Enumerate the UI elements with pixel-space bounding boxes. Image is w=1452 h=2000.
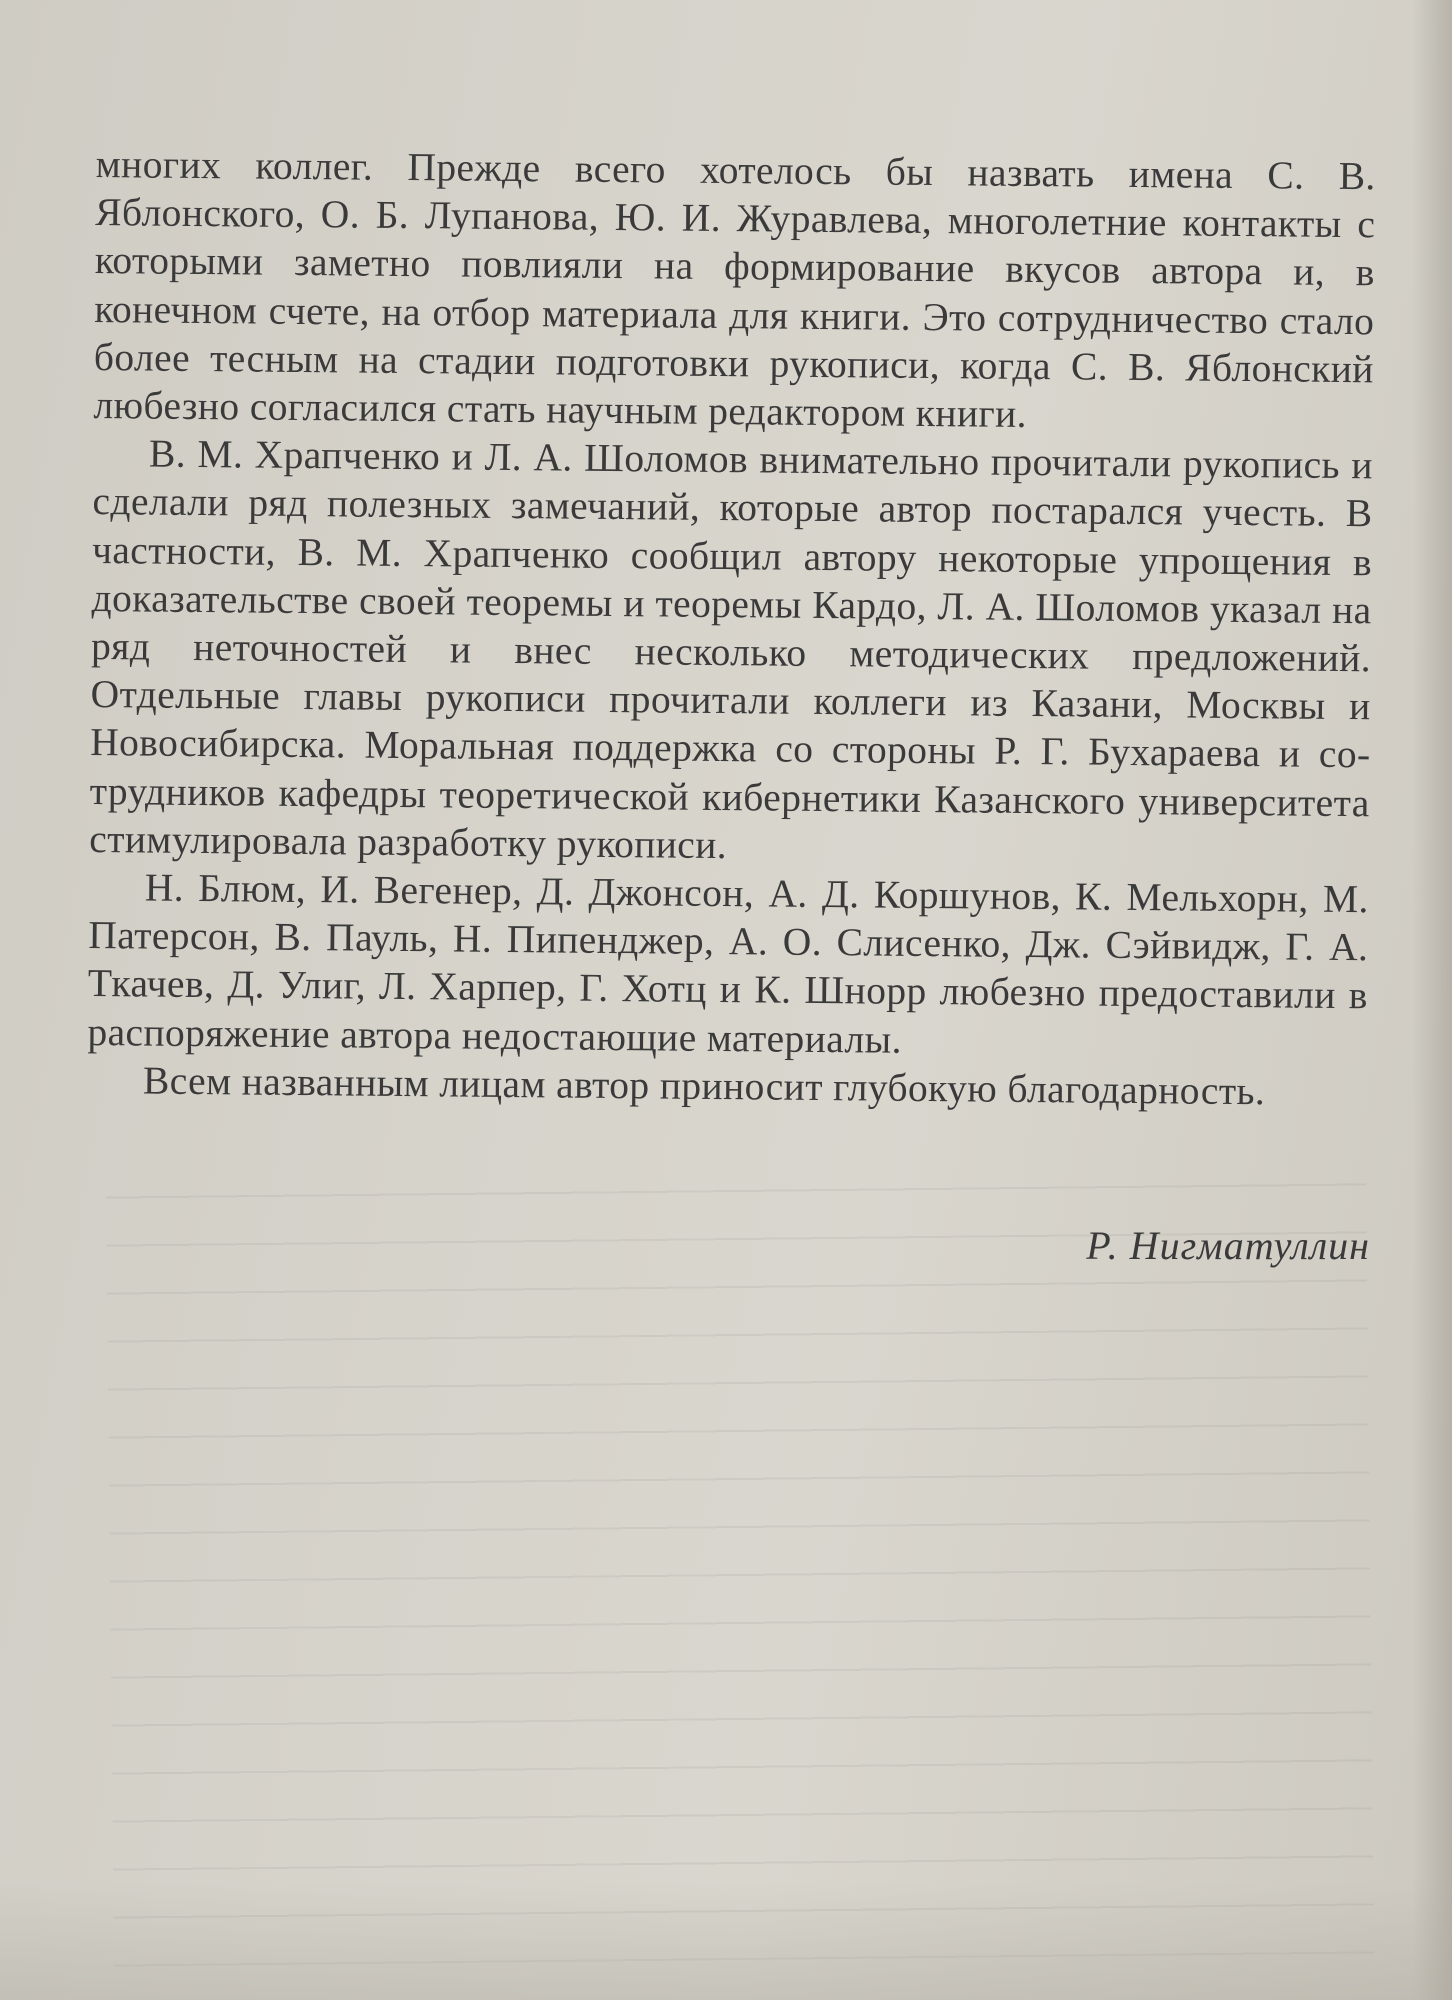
- paragraph-reviewers: В. М. Храпченко и Л. А. Шоломов внимательно прочитали рукопись и сделали ряд полезных замечаний, которые автор постарался учесть. В частности, В. М. Храпченко сообщил автору некоторые упрощения в доказательстве своей теоремы и теоремы Кардо, Л. А. Шоломов указал на ряд неточностей и внес несколько методических предложений. Отдельные главы рукописи прочитали коллеги из Казани, Москвы и Новосибирска. Моральная поддержка со стороны Р. Г. Бухараева и сотрудников кафедры теоретической кибернетики Казанского университета стимулировала разработку рукописи.: [89, 431, 1374, 867]
- body-text: [87, 140, 1376, 1116]
- paragraph-materials: Н. Блюм, И. Вегенер, Д. Джонсон, А. Д. Коршунов, К. Мельхорн, М. Патерсон, В. Пауль, Н. Пипенджер, А. О. Слисенко, Дж. Сэйвидж, Г. А. Ткачев, Д. Улиг, Л. Харпер, Г. Хотц и К. Шнорр любезно предоставили в распоряжение автора недостающие материалы.: [87, 865, 1369, 1062]
- paragraph-gratitude: Всем названным лицам автор приносит глубокую благодарность.: [142, 1058, 1266, 1114]
- show-through-text: [106, 1173, 1374, 1966]
- page-bottom-shadow: [0, 1880, 1452, 2000]
- paragraph-colleagues: многих коллег. Прежде всего хотелось бы назвать имена С. В. Яблонского, О. Б. Лупанова, Ю. И. Журавлева, многолетние контакты с которыми заметно повлияли на формирование вкусов автора и, в конечном счете, на отбор материала для книги. Это сотрудничество стало более тесным на стадии подготовки рукописи, когда С. В. Яблонский любезно согласился стать научным редактором книги.: [93, 141, 1376, 436]
- page-edge-shadow: [1412, 0, 1452, 2000]
- author-signature: Р. Нигматуллин: [1086, 1223, 1370, 1268]
